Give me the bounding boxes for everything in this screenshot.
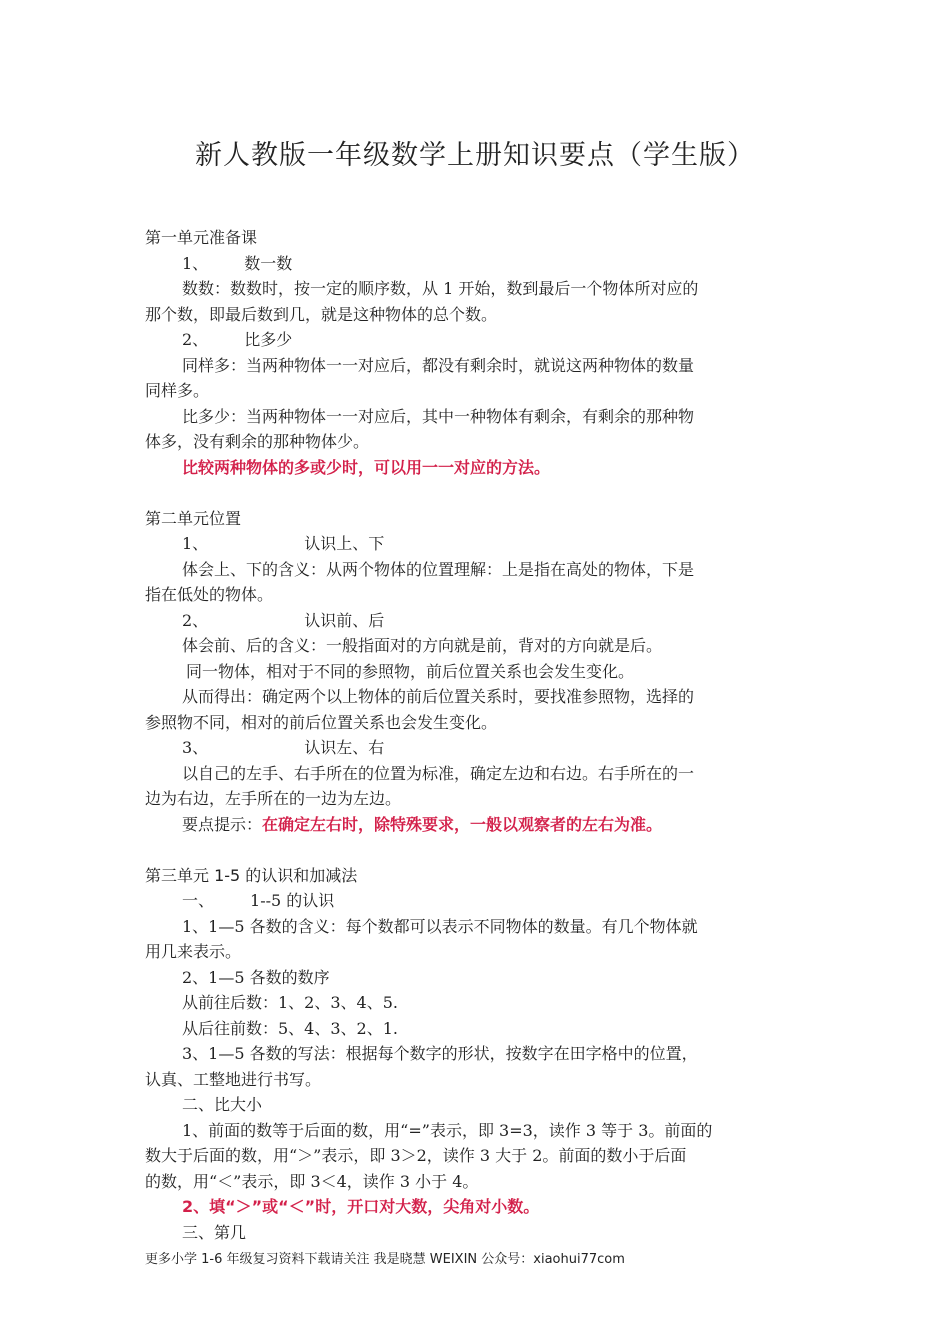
unit2-item3	[145, 735, 800, 761]
paragraph: 那个数，即最后数到几，就是这种物体的总个数。	[145, 304, 498, 324]
unit3-sec1-title: 1--5 的认识	[250, 891, 335, 910]
paragraph: 2、1—5 各数的数序	[182, 967, 330, 987]
unit1-item2-num: 2、	[182, 330, 209, 349]
paragraph: 1、前面的数等于后面的数，用“=”表示，即 3=3，读作 3 等于 3。前面的	[182, 1120, 713, 1140]
paragraph: 边为右边，左手所在的一边为左边。	[145, 789, 402, 808]
unit1-highlight: 比较两种物体的多或少时，可以用一一对应的方法。	[182, 457, 551, 477]
paragraph: 从而得出：确定两个以上物体的前后位置关系时，要找准参照物，选择的	[182, 687, 695, 706]
unit3-highlight: 2、填“＞”或“＜”时，开口对大数，尖角对小数。	[182, 1197, 540, 1216]
paragraph: 体会上、下的含义：从两个物体的位置理解：上是指在高处的物体，下是	[182, 559, 695, 579]
paragraph: 认真、工整地进行书写。	[145, 1069, 322, 1089]
unit2-tip-highlight: 在确定左右时，除特殊要求，一般以观察者的左右为准。	[262, 814, 663, 834]
unit1-item2-title: 比多少	[244, 330, 293, 349]
document-title: 新人教版一年级数学上册知识要点（学生版）	[195, 140, 755, 171]
paragraph: 参照物不同，相对的前后位置关系也会发生变化。	[145, 712, 498, 732]
unit3-sec1-num: 一、	[182, 891, 215, 910]
paragraph: 从前往后数：1、2、3、4、5.	[182, 993, 398, 1012]
unit2-tip	[145, 812, 800, 838]
paragraph: 数数：数数时，按一定的顺序数，从 1 开始，数到最后一个物体所对应的	[182, 279, 699, 298]
paragraph: 同样多。	[145, 381, 210, 400]
paragraph: 3、1—5 各数的写法：根据每个数字的形状，按数字在田字格中的位置，	[182, 1044, 698, 1063]
paragraph: 1、1—5 各数的含义：每个数都可以表示不同物体的数量。有几个物体就	[182, 916, 698, 936]
paragraph: 数大于后面的数，用“＞”表示，即 3＞2，读作 3 大于 2。前面的数小于后面	[145, 1146, 687, 1165]
unit3-sec2: 二、比大小	[182, 1095, 263, 1114]
unit1-item2	[145, 327, 800, 353]
unit1-item1	[145, 251, 800, 277]
paragraph: 的数，用“＜”表示，即 3＜4，读作 3 小于 4。	[145, 1171, 479, 1191]
unit2-item1-num: 1、	[182, 534, 209, 553]
unit1-item1-num: 1、	[182, 253, 209, 273]
paragraph: 以自己的左手、右手所在的位置为标准，确定左边和右边。右手所在的一	[182, 763, 695, 783]
unit2-item3-num: 3、	[182, 738, 209, 757]
page-footer: 更多小学 1-6 年级复习资料下载请关注 我是晓慧 WEIXIN 公众号：xiaohui77com	[145, 1252, 625, 1267]
unit2-item1-title: 认识上、下	[304, 534, 385, 553]
unit3-sec1	[145, 888, 800, 914]
unit2-item2-title: 认识前、后	[304, 610, 385, 630]
unit2-item2	[145, 608, 800, 634]
paragraph: 同一物体，相对于不同的参照物，前后位置关系也会发生变化。	[186, 661, 635, 681]
paragraph: 用几来表示。	[145, 942, 242, 961]
unit2-item3-title: 认识左、右	[304, 738, 385, 757]
paragraph: 比多少：当两种物体一一对应后，其中一种物体有剩余，有剩余的那种物	[182, 406, 695, 426]
paragraph: 体会前、后的含义：一般指面对的方向就是前，背对的方向就是后。	[182, 636, 663, 655]
unit2-item2-num: 2、	[182, 610, 209, 630]
unit3-sec3: 三、第几	[182, 1222, 247, 1242]
unit2-tip-label: 要点提示：	[182, 814, 263, 834]
unit2-item1	[145, 531, 800, 557]
paragraph: 同样多：当两种物体一一对应后，都没有剩余时，就说这两种物体的数量	[182, 355, 695, 375]
document-body	[145, 225, 800, 1245]
paragraph: 指在低处的物体。	[145, 585, 274, 604]
unit1-heading: 第一单元准备课	[145, 228, 258, 247]
unit1-item1-title: 数一数	[244, 253, 293, 273]
unit2-heading: 第二单元位置	[145, 508, 242, 528]
unit3-heading: 第三单元 1-5 的认识和加减法	[145, 865, 358, 885]
paragraph: 从后往前数：5、4、3、2、1.	[182, 1018, 398, 1038]
paragraph: 体多，没有剩余的那种物体少。	[145, 432, 370, 451]
